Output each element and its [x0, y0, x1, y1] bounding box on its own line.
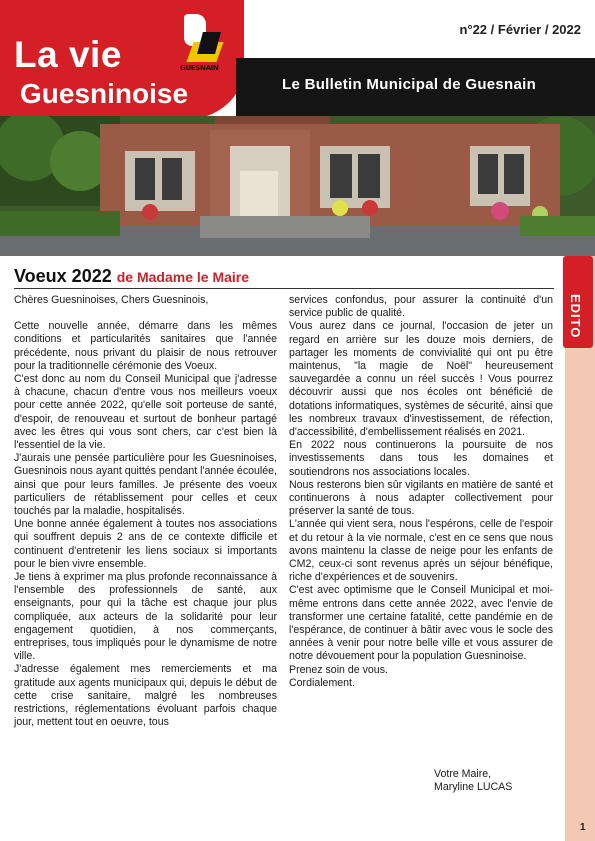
town-hall-photo — [0, 116, 595, 251]
paragraph: C'est avec optimisme que le Conseil Municipal et moi-même entrons dans cette année 2022, avec l'envie de transformer une certaine fatalité, cette pandémie en de l'espérance, de continuer à bâtir avec vous le socle des années à venir pour notre belle ville et vous assurer de notre dévouement pour la population Guesninoise. — [289, 584, 553, 663]
paragraph-gap — [14, 307, 277, 320]
paragraph: services confondus, pour assurer la continuité d'un service public de qualité. — [289, 294, 553, 320]
article-title: Voeux 2022 — [14, 266, 112, 286]
paragraph: J'aurais une pensée particulière pour les Guesninoises, Guesninois nous ayant quittés pendant l'année écoulée, ainsi que pour leurs familles. Je présente des voeux particuliers de rétablissement pour celles et ceux touchés par la maladie, hospitalisés. — [14, 452, 277, 518]
guesnain-logo — [178, 10, 230, 76]
paragraph: Prenez soin de vous. — [289, 663, 388, 676]
page-number: 1 — [580, 822, 586, 833]
paragraph: L'année qui vient sera, nous l'espérons, celle de l'espoir et du retour à la vie normale, c'est en ce sens que nous avons maintenu la classe de neige pour les enfants de CM2, ceux-ci sont revenus après un séjour bénéfique, riche d'expériences et de souvenirs. — [289, 518, 553, 584]
issue-number: n°22 / Février / 2022 — [459, 22, 581, 37]
paragraph: Cette nouvelle année, démarre dans les mêmes conditions et particularités sanitaires que l'année précédente, nous privant du plaisir de nous retrouver pour la traditionnelle cérémonie des Voeux. — [14, 320, 277, 372]
paragraph: Une bonne année également à toutes nos associations qui souffrent depuis 2 ans de ce contexte difficile et continuent d'entretenir les liens sociaux si importants pour le bien vivre ensemble. — [14, 518, 277, 570]
signature-name: Maryline LUCAS — [434, 781, 513, 794]
bulletin-subtitle: Le Bulletin Municipal de Guesnain — [282, 76, 537, 93]
paragraph: Nous resterons bien sûr vigilants en matière de santé et continuerons à nous adapter collectivement pour préserver la santé de tous. — [289, 478, 553, 518]
right-column — [289, 294, 553, 690]
paragraph: Vous aurez dans ce journal, l'occasion de jeter un regard en arrière sur les douze mois derniers, de partager les moments de convivialité qui ont pu être maintenus, "la magie de Noël" heureusement sauvegardée a connu un réel succès ! Vous pourrez découvrir aussi que nos écoles ont bénéficié de dotations informatiques, systèmes de sécurité, ainsi que les nombreux travaux d'investissement, de réfection, d'accessibilité, d'embellissement réalisés en 2021. — [289, 320, 553, 439]
paragraph: Chères Guesninoises, Chers Guesninois, — [14, 294, 209, 306]
edito-label: EDITO — [568, 294, 583, 339]
paragraph: Je tiens à exprimer ma plus profonde reconnaissance à l'ensemble des professionnels de santé, aux enseignants, pour qui la tâche est chaque jour plus compliquée, aux acteurs de la solidarité pour leur engagement quotidien, à nos commerçants, entreprises, tous impliqués pour le dynamisme de notre ville. — [14, 571, 277, 663]
heading-rule — [14, 288, 554, 289]
paragraph: J'adresse également mes remerciements et ma gratitude aux agents municipaux qui, depuis le début de cette crise sanitaire, malgré les nombreuses restrictions, réglementations évoluant parfois chaque jour, mettent tout en oeuvre, tous — [14, 663, 277, 729]
left-column — [14, 294, 277, 730]
logo-text: GUESNAIN — [180, 64, 219, 72]
edito-tab — [563, 256, 593, 348]
article-heading — [14, 266, 249, 287]
paragraph: Cordialement. — [289, 676, 355, 689]
paragraph: En 2022 nous continuerons la poursuite de nos investissements dans tous les domaines et soutiendrons nos associations locales. — [289, 439, 553, 478]
signature-line1: Votre Maire, — [434, 768, 492, 780]
article-title-suffix: de Madame le Maire — [116, 269, 250, 285]
paragraph: C'est donc au nom du Conseil Municipal que j'adresse à chacune, chacun d'entre vous nos meilleurs voeux pour cette année 2022, qu'elle soit porteuse de santé, d'espoir, de renouveau et surtout de bonheur partagé avec les êtres qui vous sont chers, car c'est bien là l'essentiel de la vie. — [14, 373, 277, 452]
signature — [434, 768, 512, 794]
masthead-title-line2: Guesninoise — [20, 78, 189, 109]
photo-bottom-strip — [0, 251, 595, 256]
masthead-title-line1: La vie — [14, 34, 122, 75]
